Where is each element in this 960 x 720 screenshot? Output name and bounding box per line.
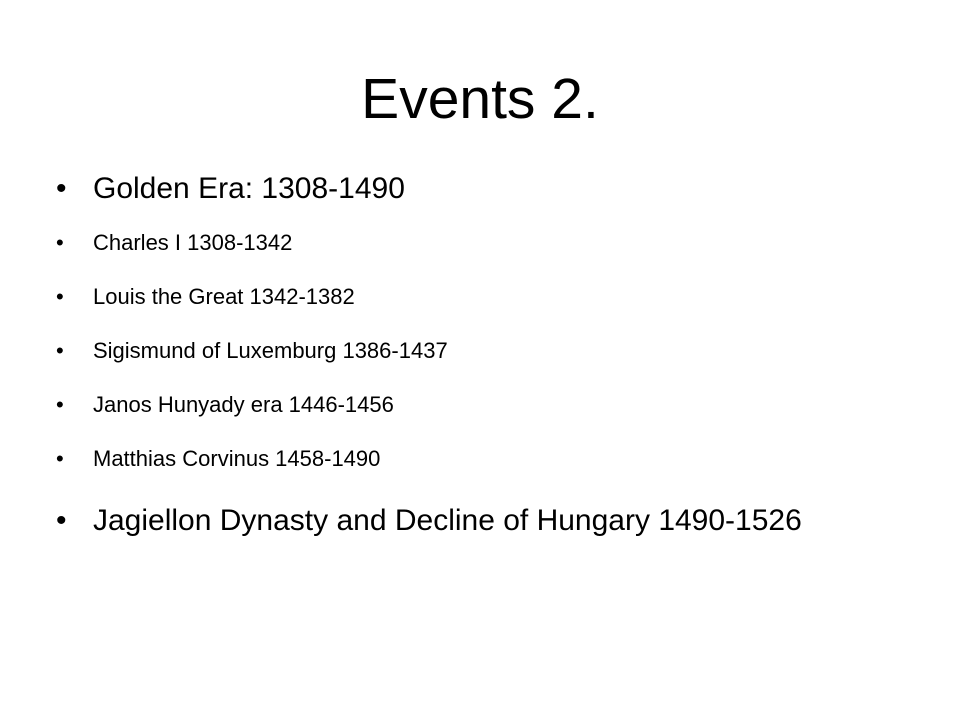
bullet-item	[56, 284, 916, 310]
bullet-point-icon: •	[56, 284, 64, 309]
bullet-point-icon: •	[56, 504, 67, 537]
bullet-point-icon: •	[56, 392, 64, 417]
bullet-point-icon: •	[56, 172, 67, 205]
bullet-text: Sigismund of Luxemburg 1386-1437	[93, 338, 448, 363]
bullet-text: Charles I 1308-1342	[93, 230, 293, 255]
bullet-item	[56, 500, 916, 541]
bullet-item	[56, 230, 916, 256]
bullet-item	[56, 170, 916, 208]
bullet-item	[56, 338, 916, 364]
bullet-text: Janos Hunyady era 1446-1456	[93, 392, 394, 417]
bullet-text: Golden Era: 1308-1490	[93, 172, 405, 205]
bullet-text: Matthias Corvinus 1458-1490	[93, 446, 381, 471]
bullet-item	[56, 446, 916, 472]
bullet-text: Jagiellon Dynasty and Decline of Hungary 1490-1526	[93, 504, 802, 537]
bullet-point-icon: •	[56, 230, 64, 255]
bullet-text: Louis the Great 1342-1382	[93, 284, 355, 309]
bullet-item	[56, 392, 916, 418]
bullet-point-icon: •	[56, 338, 64, 363]
bullet-list	[56, 170, 916, 563]
bullet-point-icon: •	[56, 446, 64, 471]
slide-title: Events 2.	[361, 67, 599, 131]
